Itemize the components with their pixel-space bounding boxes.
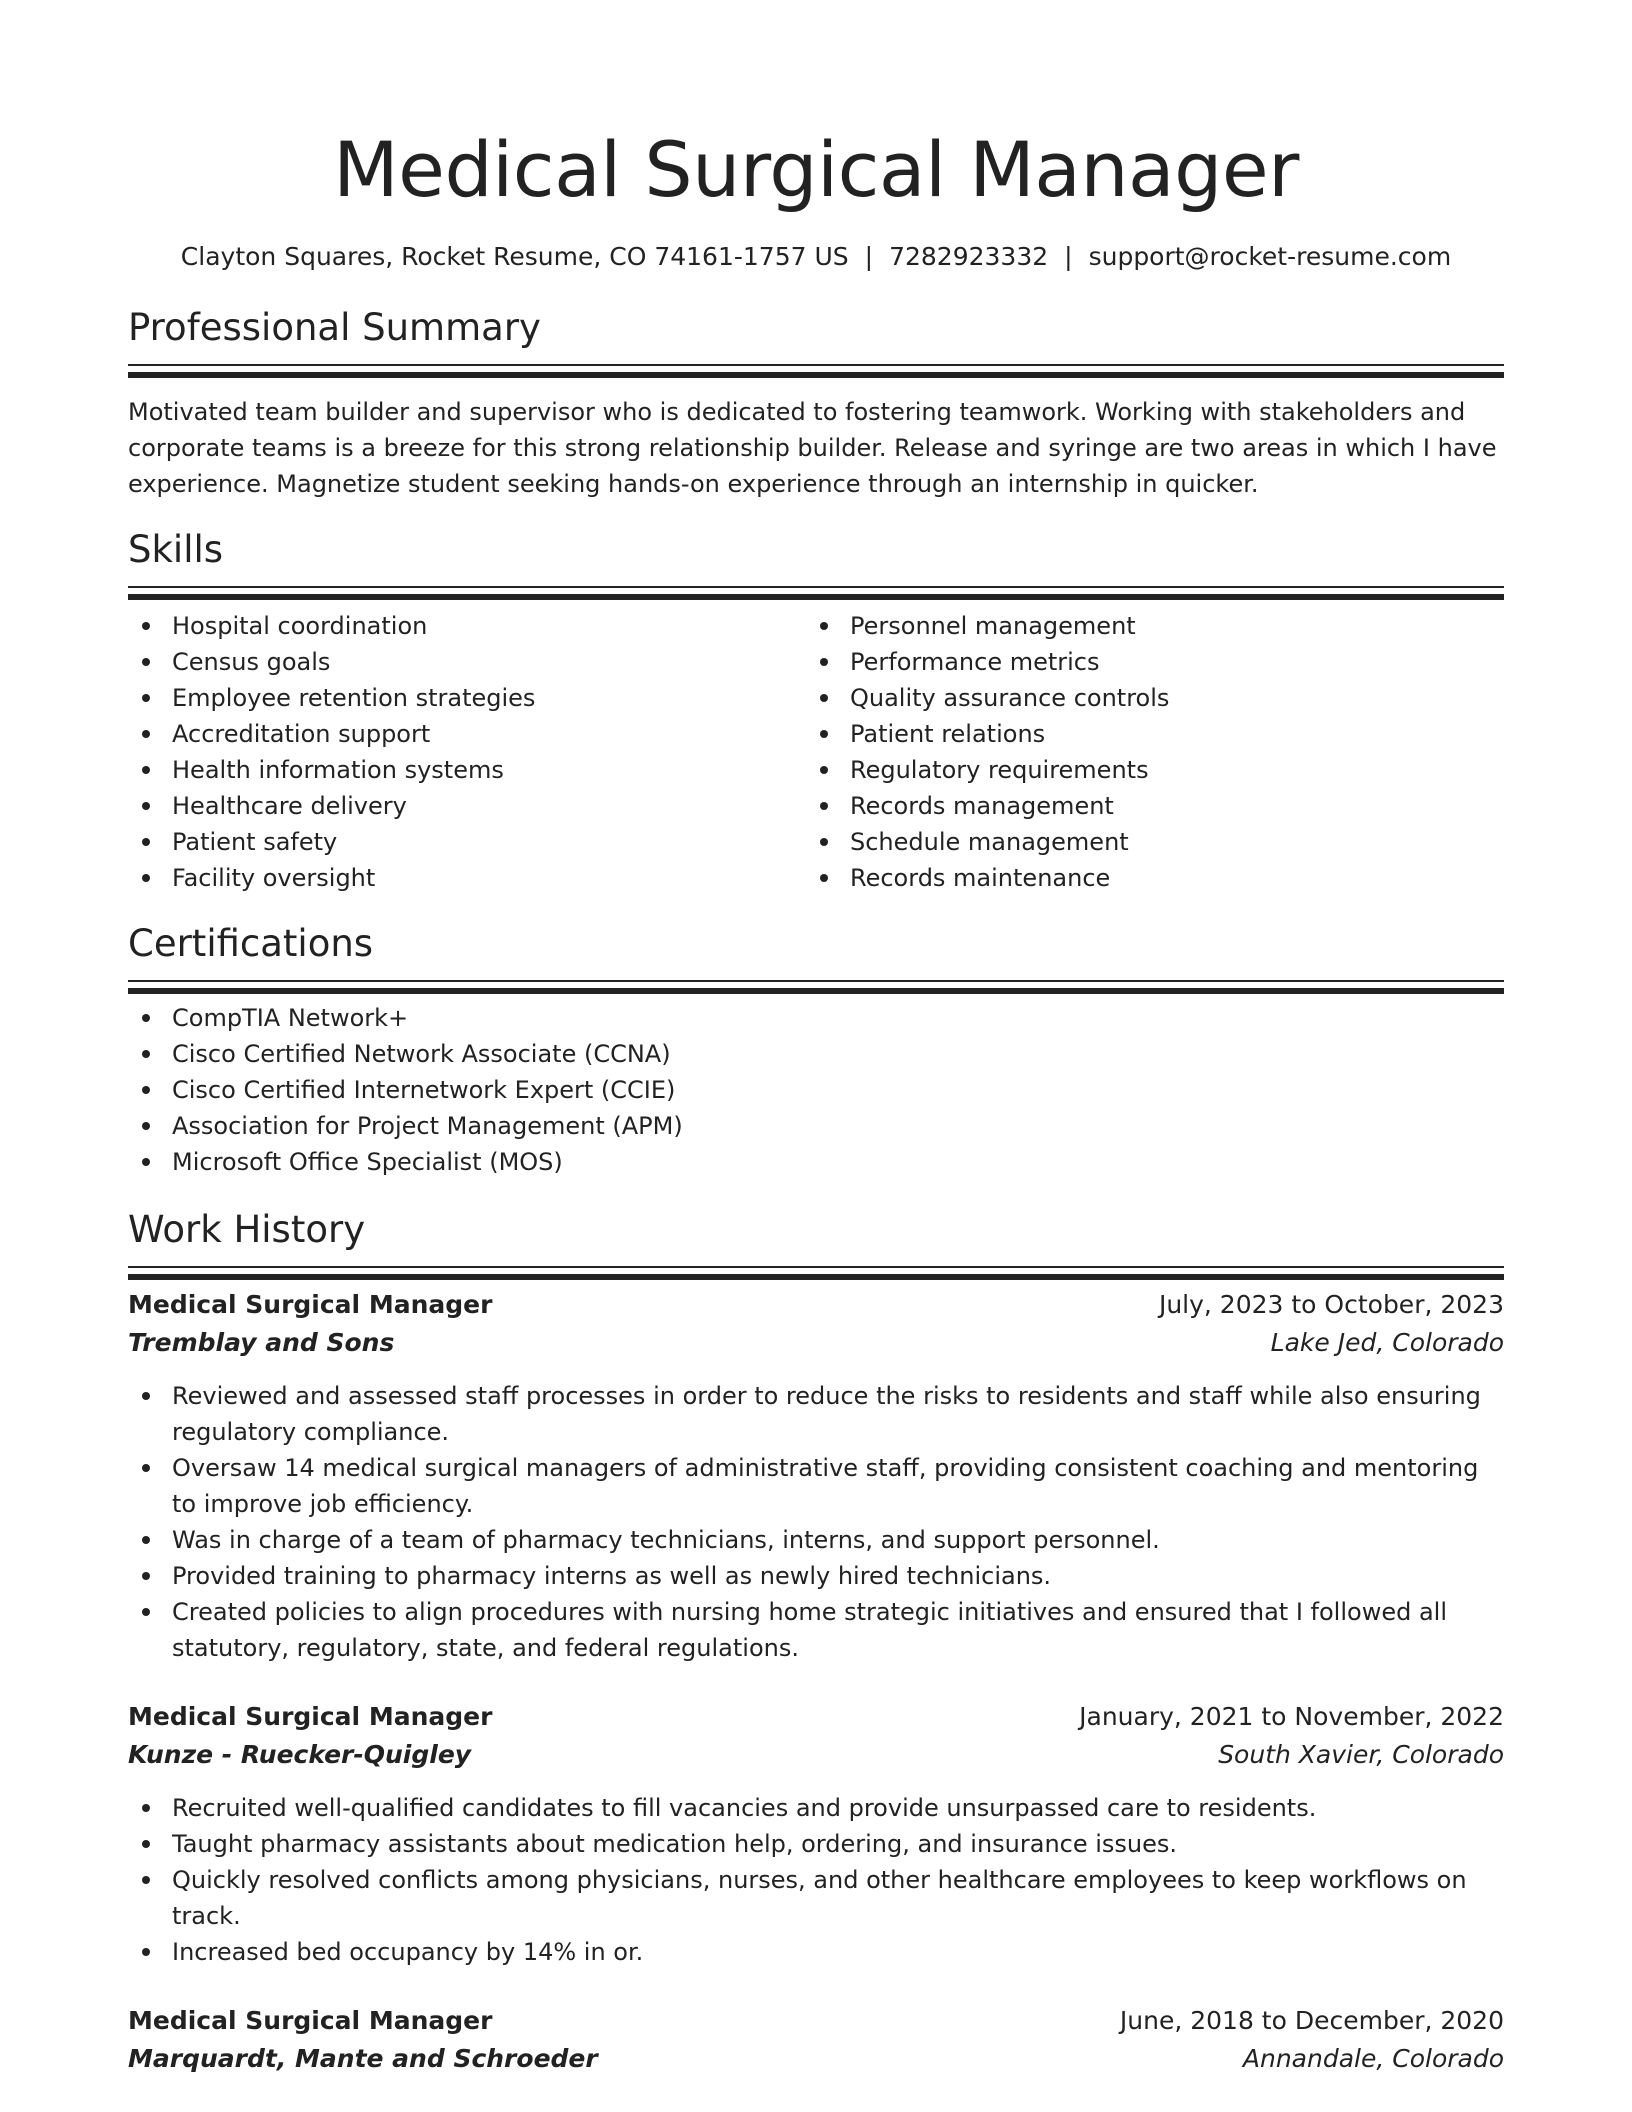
job-dates: June, 2018 to December, 2020 — [1119, 2006, 1504, 2035]
skill-item: Personnel management — [806, 608, 1484, 644]
contact-email: support@rocket-resume.com — [1088, 242, 1452, 271]
job-header — [128, 2002, 1504, 2040]
summary-section — [128, 304, 1504, 502]
job-dates: July, 2023 to October, 2023 — [1158, 1290, 1504, 1319]
skill-item: Schedule management — [806, 824, 1484, 860]
job-title: Medical Surgical Manager — [128, 1702, 493, 1731]
job-location: Lake Jed, Colorado — [1270, 1328, 1504, 1357]
job-company: Marquardt, Mante and Schroeder — [128, 2044, 598, 2073]
certifications-list — [128, 1000, 1504, 1180]
certification-item: Cisco Certified Internetwork Expert (CCIE) — [128, 1072, 1504, 1108]
job-header — [128, 1286, 1504, 1324]
skill-item: Quality assurance controls — [806, 680, 1484, 716]
section-divider — [128, 364, 1504, 366]
job-bullet: Increased bed occupancy by 14% in or. — [128, 1934, 1504, 1970]
skill-item: Performance metrics — [806, 644, 1484, 680]
job-dates: January, 2021 to November, 2022 — [1079, 1702, 1504, 1731]
section-divider — [128, 1266, 1504, 1268]
certification-item: Association for Project Management (APM) — [128, 1108, 1504, 1144]
resume-name: Medical Surgical Manager — [333, 125, 1299, 214]
job-bullet: Quickly resolved conflicts among physicians, nurses, and other healthcare employees to keep workflows on track. — [128, 1862, 1504, 1934]
skill-item: Records management — [806, 788, 1484, 824]
job-header — [128, 1698, 1504, 1736]
job-subheader — [128, 1324, 1504, 1362]
job-bullet: Provided training to pharmacy interns as well as newly hired technicians. — [128, 1558, 1504, 1594]
contact-line — [128, 240, 1504, 274]
job-subheader — [128, 1736, 1504, 1774]
summary-text: Motivated team builder and supervisor who is dedicated to fostering teamwork. Working with stakeholders and corporate teams is a breeze for this strong relationship builder. Release and syringe are two areas in which I have experience. Magnetize student seeking hands-on experience through an internship in quicker. — [128, 398, 1497, 498]
certifications-heading: Certifications — [128, 922, 374, 965]
job-title: Medical Surgical Manager — [128, 1290, 493, 1319]
skills-section — [128, 526, 1504, 896]
certification-item: CompTIA Network+ — [128, 1000, 1504, 1036]
skills-grid — [128, 608, 1504, 896]
job-subheader — [128, 2040, 1504, 2078]
contact-phone: 7282923332 — [889, 242, 1049, 271]
skill-item: Hospital coordination — [128, 608, 806, 644]
skills-heading: Skills — [128, 528, 224, 571]
skill-item: Records maintenance — [806, 860, 1484, 896]
job-entry — [128, 2002, 1504, 2078]
contact-separator: | — [864, 242, 874, 271]
job-bullet: Reviewed and assessed staff processes in order to reduce the risks to residents and staff while also ensuring regulatory compliance. — [128, 1378, 1504, 1450]
skills-left-list — [128, 608, 806, 896]
job-entry — [128, 1698, 1504, 1970]
certification-item: Cisco Certified Network Associate (CCNA) — [128, 1036, 1504, 1072]
skill-item: Census goals — [128, 644, 806, 680]
certifications-section — [128, 920, 1504, 1180]
skill-item: Health information systems — [128, 752, 806, 788]
contact-separator: | — [1064, 242, 1073, 271]
skills-right-list — [806, 608, 1484, 896]
job-bullet: Created policies to align procedures with nursing home strategic initiatives and ensured that I followed all statutory, regulatory, state, and federal regulations. — [128, 1594, 1504, 1666]
skill-item: Patient safety — [128, 824, 806, 860]
skill-item: Accreditation support — [128, 716, 806, 752]
certification-item: Microsoft Office Specialist (MOS) — [128, 1144, 1504, 1180]
job-company: Kunze - Ruecker-Quigley — [128, 1740, 472, 1769]
section-divider — [128, 586, 1504, 588]
contact-address: Clayton Squares, Rocket Resume, CO 74161-1757 US — [180, 242, 849, 271]
job-bullet: Taught pharmacy assistants about medication help, ordering, and insurance issues. — [128, 1826, 1504, 1862]
job-location: Annandale, Colorado — [1242, 2044, 1504, 2073]
skill-item: Employee retention strategies — [128, 680, 806, 716]
skill-item: Regulatory requirements — [806, 752, 1484, 788]
job-bullet: Oversaw 14 medical surgical managers of administrative staff, providing consistent coaching and mentoring to improve job efficiency. — [128, 1450, 1504, 1522]
job-bullet: Was in charge of a team of pharmacy technicians, interns, and support personnel. — [128, 1522, 1504, 1558]
job-title: Medical Surgical Manager — [128, 2006, 493, 2035]
job-bullet: Recruited well-qualified candidates to fill vacancies and provide unsurpassed care to residents. — [128, 1790, 1504, 1826]
job-bullets — [128, 1378, 1504, 1666]
job-entry — [128, 1286, 1504, 1666]
summary-heading: Professional Summary — [128, 306, 541, 349]
section-divider — [128, 980, 1504, 982]
resume-page — [128, 0, 1504, 2078]
work-history-heading: Work History — [128, 1208, 366, 1251]
work-history-section — [128, 1206, 1504, 2078]
skill-item: Healthcare delivery — [128, 788, 806, 824]
job-bullets — [128, 1790, 1504, 1970]
job-company: Tremblay and Sons — [128, 1328, 395, 1357]
job-location: South Xavier, Colorado — [1218, 1740, 1504, 1769]
skill-item: Facility oversight — [128, 860, 806, 896]
skill-item: Patient relations — [806, 716, 1484, 752]
